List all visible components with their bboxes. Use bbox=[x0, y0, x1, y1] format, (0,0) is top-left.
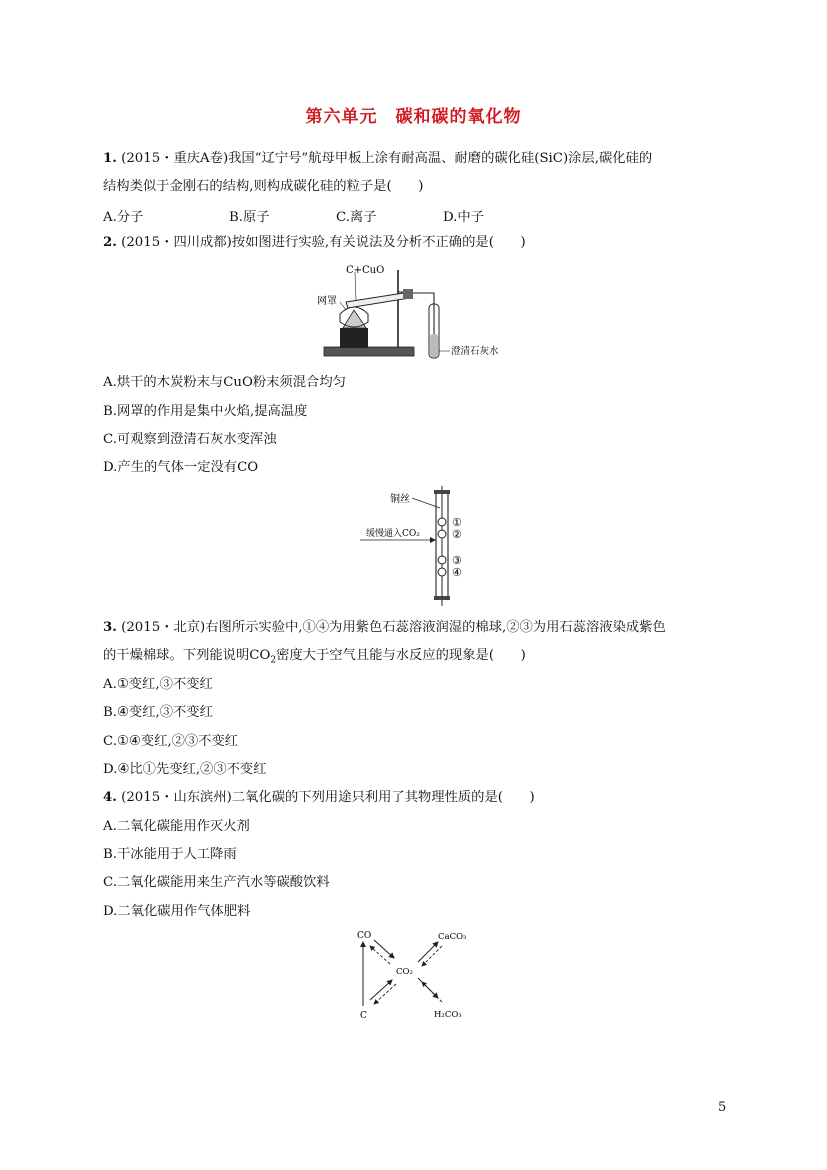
q2-option-d: D.产生的气体一定没有CO bbox=[103, 460, 259, 475]
q1-line1 bbox=[103, 150, 652, 168]
q1-option-a: A.分子 bbox=[103, 210, 144, 225]
q3-tube-figure bbox=[360, 484, 480, 610]
q2-option-a: A.烘干的木炭粉末与CuO粉末须混合均匀 bbox=[103, 375, 346, 390]
q1-number: 1. bbox=[103, 151, 117, 166]
q2-option-b: B.网罩的作用是集中火焰,提高温度 bbox=[103, 404, 308, 419]
q3-line2 bbox=[103, 647, 526, 670]
q2-number: 2. bbox=[103, 235, 117, 250]
q2-option-c: C.可观察到澄清石灰水变浑浊 bbox=[103, 432, 277, 447]
page-title: 第六单元 碳和碳的氧化物 bbox=[305, 107, 522, 127]
node-h2co3: H₂CO₃ bbox=[434, 1010, 462, 1020]
carbon-conversion-diagram bbox=[352, 926, 482, 1022]
q4-option-a: A.二氧化碳能用作灭火剂 bbox=[103, 819, 250, 834]
q3-number: 3. bbox=[103, 620, 117, 635]
q4-option-c: C.二氧化碳能用来生产汽水等碳酸饮料 bbox=[103, 875, 330, 890]
page-number: 5 bbox=[718, 1100, 727, 1115]
q3-label-co2-inlet: 缓慢通入CO₂ bbox=[366, 529, 420, 539]
q3-option-c: C.①④变红,②③不变红 bbox=[103, 734, 239, 749]
q1-line2: 结构类似于金刚石的结构,则构成碳化硅的粒子是( ) bbox=[103, 179, 424, 194]
q4-number: 4. bbox=[103, 790, 117, 805]
q3-option-b: B.④变红,③不变红 bbox=[103, 705, 213, 720]
q3-option-d: D.④比①先变红,②③不变红 bbox=[103, 762, 267, 777]
q1-options bbox=[103, 206, 703, 224]
q1-option-b: B.原子 bbox=[229, 210, 270, 225]
node-co: CO bbox=[357, 931, 372, 941]
q3-marker-2: ② bbox=[452, 528, 462, 541]
q4-option-d: D.二氧化碳用作气体肥料 bbox=[103, 904, 251, 919]
q3-stem-2a: 的干燥棉球。下列能说明CO bbox=[103, 648, 271, 663]
q3-label-copper-wire: 铜丝 bbox=[390, 494, 410, 505]
q1-option-c: C.离子 bbox=[336, 210, 377, 225]
node-caco3: CaCO₃ bbox=[438, 932, 467, 942]
q2-label-gauze: 网罩 bbox=[317, 296, 337, 307]
q2-label-limewater: 澄清石灰水 bbox=[451, 346, 499, 357]
q3-marker-3: ③ bbox=[452, 554, 462, 567]
q2-apparatus-figure bbox=[310, 262, 520, 362]
q1-stem-1: (2015・重庆A卷)我国“辽宁号”航母甲板上涂有耐高温、耐磨的碳化硅(SiC)涂层,碳化硅的 bbox=[121, 151, 653, 166]
q2-label-c-cuo: C+CuO bbox=[346, 265, 385, 276]
q2-stem-text: (2015・四川成都)按如图进行实验,有关说法及分析不正确的是( ) bbox=[121, 235, 526, 250]
q2-stem bbox=[103, 234, 526, 252]
node-co2: CO₂ bbox=[396, 967, 413, 977]
q4-stem-text: (2015・山东滨州)二氧化碳的下列用途只利用了其物理性质的是( ) bbox=[121, 790, 535, 805]
q3-marker-1: ① bbox=[452, 516, 462, 529]
q1-option-d: D.中子 bbox=[443, 210, 485, 225]
q3-marker-4: ④ bbox=[452, 566, 462, 579]
q4-option-b: B.干冰能用于人工降雨 bbox=[103, 847, 237, 862]
q4-stem bbox=[103, 789, 535, 807]
q3-stem-1: (2015・北京)右图所示实验中,①④为用紫色石蕊溶液润湿的棉球,②③为用石蕊溶液染成紫色 bbox=[121, 620, 666, 635]
q3-subscript: 2 bbox=[270, 655, 277, 666]
q3-option-a: A.①变红,③不变红 bbox=[103, 677, 213, 692]
q3-line1 bbox=[103, 619, 666, 637]
q3-stem-2b: 密度大于空气且能与水反应的现象是( ) bbox=[276, 648, 526, 663]
node-c: C bbox=[360, 1011, 367, 1021]
